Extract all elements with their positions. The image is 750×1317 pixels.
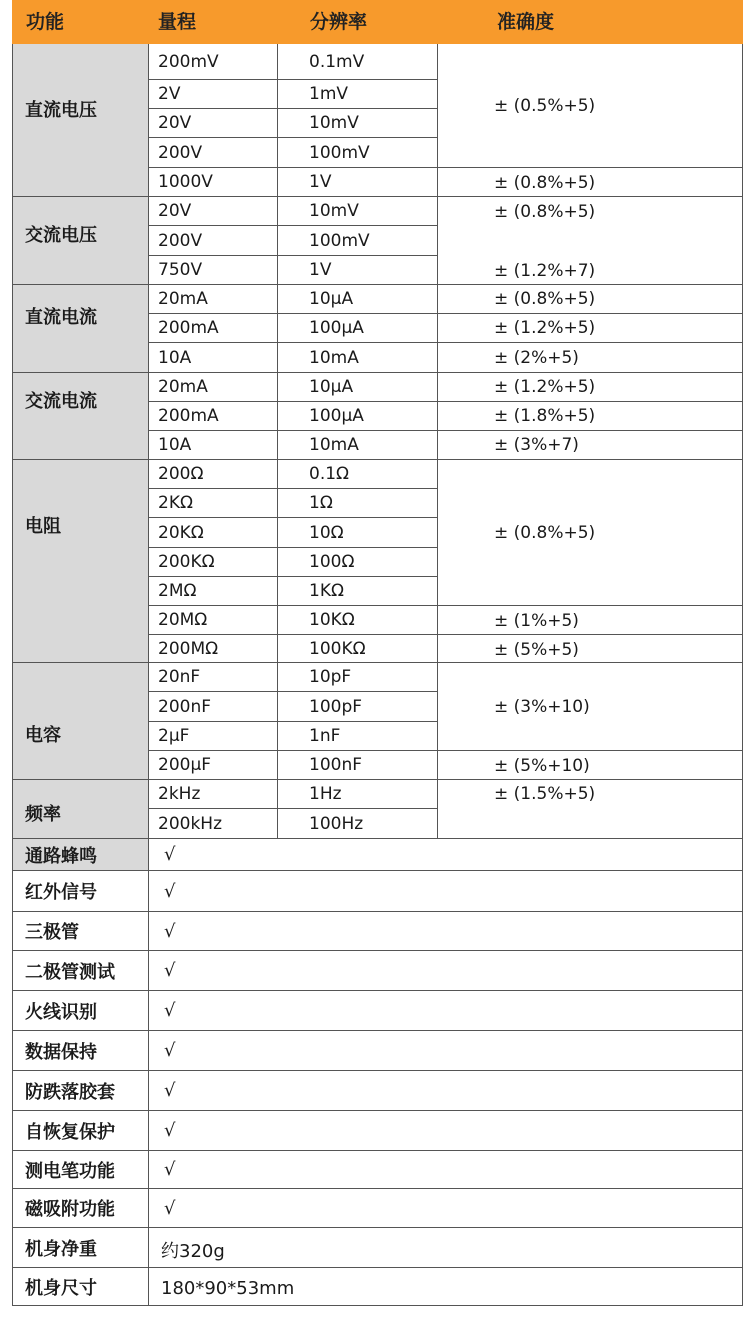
resolution-cell: 1V: [278, 168, 438, 197]
feature-name: 测电笔功能: [12, 1151, 149, 1189]
resolution-cell: 100µA: [278, 314, 438, 343]
accuracy-cell: ± (1.5%+5): [438, 780, 743, 839]
resolution-cell: 1Ω: [278, 489, 438, 518]
resolution-cell: 10Ω: [278, 518, 438, 548]
feature-check: √: [149, 1151, 743, 1189]
feature-name: 通路蜂鸣: [12, 839, 149, 871]
feature-name: 机身净重: [12, 1228, 149, 1268]
range-cell: 200V: [149, 226, 278, 256]
range-cell: 200µF: [149, 751, 278, 780]
accuracy-cell: ± (1.2%+5): [438, 314, 743, 343]
accuracy-cell: ± (0.5%+5): [438, 44, 743, 168]
resolution-cell: 10mA: [278, 431, 438, 460]
range-cell: 20KΩ: [149, 518, 278, 548]
range-cell: 200mA: [149, 314, 278, 343]
accuracy-cell: ± (0.8%+5): [438, 285, 743, 314]
range-cell: 20MΩ: [149, 606, 278, 635]
feature-name: 防跌落胶套: [12, 1071, 149, 1111]
feature-name: 红外信号: [12, 871, 149, 912]
header-range: 量程: [158, 11, 197, 33]
range-cell: 2KΩ: [149, 489, 278, 518]
function-dc-current: 直流电流: [12, 285, 149, 373]
resolution-cell: 10µA: [278, 373, 438, 402]
resolution-cell: 1nF: [278, 722, 438, 751]
feature-name: 磁吸附功能: [12, 1189, 149, 1228]
range-cell: 2V: [149, 80, 278, 109]
accuracy-cell: ± (0.8%+5): [438, 197, 743, 256]
accuracy-cell: ± (1.2%+5): [438, 373, 743, 402]
resolution-cell: 100mV: [278, 138, 438, 168]
feature-check: √: [149, 1071, 743, 1111]
size-value: 180*90*53mm: [149, 1268, 743, 1306]
range-cell: 200mA: [149, 402, 278, 431]
range-cell: 20mA: [149, 285, 278, 314]
range-cell: 20mA: [149, 373, 278, 402]
function-ac-current: 交流电流: [12, 373, 149, 460]
feature-name: 二极管测试: [12, 951, 149, 991]
feature-check: √: [149, 951, 743, 991]
feature-name: 三极管: [12, 912, 149, 951]
feature-check: √: [149, 991, 743, 1031]
range-cell: 200MΩ: [149, 635, 278, 663]
feature-name: 数据保持: [12, 1031, 149, 1071]
resolution-cell: 10mV: [278, 109, 438, 138]
resolution-cell: 100Ω: [278, 548, 438, 577]
accuracy-cell: ± (5%+10): [438, 751, 743, 780]
feature-check: √: [149, 1189, 743, 1228]
weight-value: 约320g: [149, 1228, 743, 1268]
resolution-cell: 10mV: [278, 197, 438, 226]
feature-check: √: [149, 1031, 743, 1071]
function-dc-voltage: 直流电压: [12, 44, 149, 197]
accuracy-cell: ± (2%+5): [438, 343, 743, 373]
resolution-cell: 0.1Ω: [278, 460, 438, 489]
function-capacitance: 电容: [12, 663, 149, 780]
function-ac-voltage: 交流电压: [12, 197, 149, 285]
feature-check: √: [149, 871, 743, 912]
resolution-cell: 1mV: [278, 80, 438, 109]
function-frequency: 频率: [12, 780, 149, 839]
function-resistance: 电阻: [12, 460, 149, 663]
range-cell: 200mV: [149, 44, 278, 80]
resolution-cell: 0.1mV: [278, 44, 438, 80]
accuracy-cell: ± (1.2%+7): [438, 256, 743, 285]
range-cell: 20nF: [149, 663, 278, 692]
range-cell: 2kHz: [149, 780, 278, 809]
range-cell: 200Ω: [149, 460, 278, 489]
resolution-cell: 100pF: [278, 692, 438, 722]
resolution-cell: 100mV: [278, 226, 438, 256]
resolution-cell: 100µA: [278, 402, 438, 431]
header-resolution: 分辨率: [310, 11, 368, 33]
range-cell: 20V: [149, 197, 278, 226]
range-cell: 20V: [149, 109, 278, 138]
feature-name: 自恢复保护: [12, 1111, 149, 1151]
range-cell: 10A: [149, 343, 278, 373]
range-cell: 200nF: [149, 692, 278, 722]
resolution-cell: 100nF: [278, 751, 438, 780]
range-cell: 1000V: [149, 168, 278, 197]
resolution-cell: 1Hz: [278, 780, 438, 809]
feature-name: 火线识别: [12, 991, 149, 1031]
range-cell: 10A: [149, 431, 278, 460]
range-cell: 200KΩ: [149, 548, 278, 577]
resolution-cell: 10KΩ: [278, 606, 438, 635]
accuracy-cell: ± (1%+5): [438, 606, 743, 635]
header-function: 功能: [26, 11, 65, 33]
feature-check: √: [149, 839, 743, 871]
accuracy-cell: ± (0.8%+5): [438, 460, 743, 606]
resolution-cell: 1V: [278, 256, 438, 285]
accuracy-cell: ± (5%+5): [438, 635, 743, 663]
header-accuracy: 准确度: [497, 11, 555, 33]
accuracy-cell: ± (3%+7): [438, 431, 743, 460]
range-cell: 2MΩ: [149, 577, 278, 606]
resolution-cell: 100KΩ: [278, 635, 438, 663]
resolution-cell: 1KΩ: [278, 577, 438, 606]
resolution-cell: 10mA: [278, 343, 438, 373]
resolution-cell: 10pF: [278, 663, 438, 692]
feature-name: 机身尺寸: [12, 1268, 149, 1306]
range-cell: 200V: [149, 138, 278, 168]
accuracy-cell: ± (0.8%+5): [438, 168, 743, 197]
range-cell: 750V: [149, 256, 278, 285]
range-cell: 200kHz: [149, 809, 278, 839]
feature-check: √: [149, 1111, 743, 1151]
range-cell: 2µF: [149, 722, 278, 751]
resolution-cell: 100Hz: [278, 809, 438, 839]
resolution-cell: 10µA: [278, 285, 438, 314]
accuracy-cell: ± (3%+10): [438, 663, 743, 751]
feature-check: √: [149, 912, 743, 951]
accuracy-cell: ± (1.8%+5): [438, 402, 743, 431]
